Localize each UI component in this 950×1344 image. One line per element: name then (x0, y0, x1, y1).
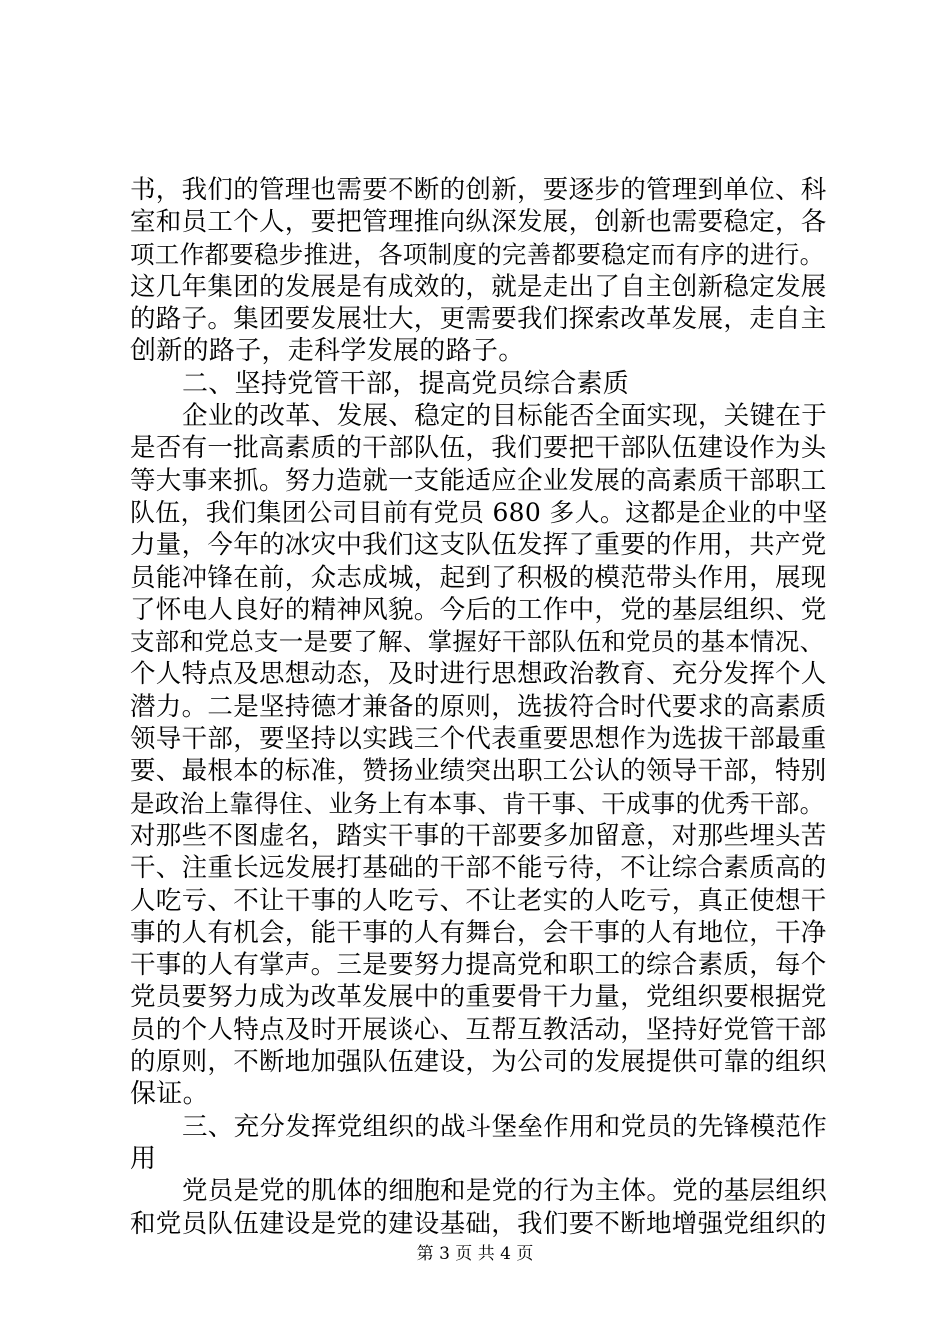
text-line: 和党员队伍建设是党的建设基础，我们要不断地增强党组织的 (130, 1208, 827, 1239)
text-line: 潜力。二是坚持德才兼备的原则，选拔符合时代要求的高素质 (130, 691, 827, 722)
text-line: 对那些不图虚名，踏实干事的干部要多加留意，对那些埋头苦 (130, 820, 827, 851)
text-line: 要、最根本的标准，赞扬业绩突出职工公认的领导干部，特别 (130, 756, 827, 787)
text-line: 干事的人有掌声。三是要努力提高党和职工的综合素质，每个 (130, 950, 827, 981)
text-line: 员的个人特点及时开展谈心、互帮互教活动，坚持好党管干部 (130, 1014, 827, 1045)
text-line: 二、坚持党管干部，提高党员综合素质 (182, 368, 630, 399)
text-line: 这几年集团的发展是有成效的，就是走出了自主创新稳定发展 (130, 271, 827, 302)
text-line: 事的人有机会，能干事的人有舞台，会干事的人有地位，干净 (130, 917, 827, 948)
text-line: 力量，今年的冰灾中我们这支队伍发挥了重要的作用，共产党 (130, 530, 827, 561)
text-line: 是否有一批高素质的干部队伍，我们要把干部队伍建设作为头 (130, 433, 827, 464)
text-line: 了怀电人良好的精神风貌。今后的工作中，党的基层组织、党 (130, 594, 827, 625)
text-line: 党员是党的肌体的细胞和是党的行为主体。党的基层组织 (182, 1176, 828, 1207)
text-line: 等大事来抓。努力造就一支能适应企业发展的高素质干部职工 (130, 465, 827, 496)
text-line: 书，我们的管理也需要不断的创新，要逐步的管理到单位、科 (130, 175, 827, 205)
text-line: 的原则，不断地加强队伍建设，为公司的发展提供可靠的组织 (130, 1047, 827, 1078)
text-line: 室和员工个人，要把管理推向纵深发展，创新也需要稳定，各 (130, 207, 827, 238)
document-body (130, 174, 830, 1240)
text-line: 用 (130, 1143, 157, 1174)
text-line: 是政治上靠得住、业务上有本事、肯干事、干成事的优秀干部。 (130, 788, 825, 818)
text-line: 党员要努力成为改革发展中的重要骨干力量，党组织要根据党 (130, 982, 827, 1013)
text-line: 员能冲锋在前，众志成城，起到了积极的模范带头作用，展现 (130, 562, 827, 593)
text-line: 人吃亏、不让干事的人吃亏、不让老实的人吃亏，真正使想干 (130, 885, 827, 916)
text-line: 三、充分发挥党组织的战斗堡垒作用和党员的先锋模范作 (182, 1111, 828, 1142)
text-line: 队伍，我们集团公司目前有党员 680 多人。这都是企业的中坚 (130, 497, 828, 527)
text-line: 保证。 (130, 1079, 209, 1110)
text-line: 的路子。集团要发展壮大，更需要我们探索改革发展，走自主 (130, 304, 827, 335)
text-line: 干、注重长远发展打基础的干部不能亏待，不让综合素质高的 (130, 853, 827, 884)
page-footer: 第 3 页 共 4 页 (416, 1244, 534, 1264)
text-line: 个人特点及思想动态，及时进行思想政治教育、充分发挥个人 (130, 659, 827, 690)
text-line: 支部和党总支一是要了解、掌握好干部队伍和党员的基本情况、 (130, 627, 825, 657)
text-line: 项工作都要稳步推进，各项制度的完善都要稳定而有序的进行。 (130, 239, 825, 269)
text-line: 创新的路子，走科学发展的路子。 (130, 336, 525, 367)
text-line: 领导干部，要坚持以实践三个代表重要思想作为选拔干部最重 (130, 724, 827, 755)
text-line: 企业的改革、发展、稳定的目标能否全面实现，关键在于 (182, 401, 828, 432)
